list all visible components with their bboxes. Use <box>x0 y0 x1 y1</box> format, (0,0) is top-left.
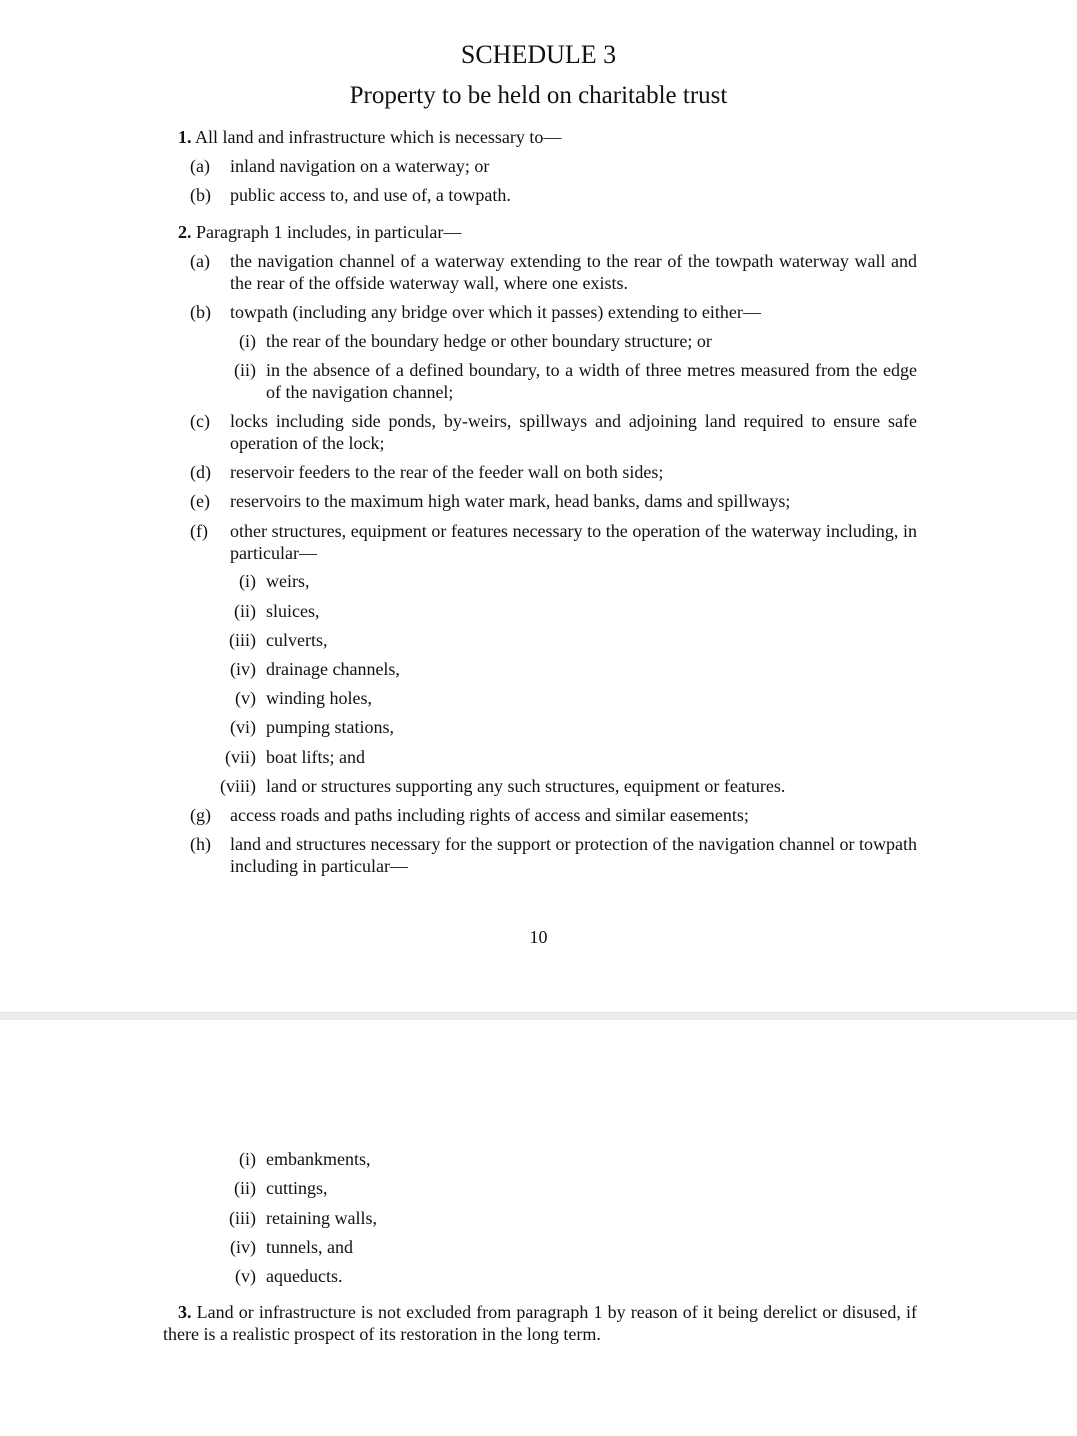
item-label: (d) <box>190 462 211 482</box>
paragraph-3 <box>163 1301 917 1345</box>
item-text: towpath (including any bridge over which it passes) extending to either— <box>230 302 761 322</box>
page-number: 10 <box>529 927 548 947</box>
sub-item-text: winding holes, <box>266 688 372 708</box>
item-text: other structures, equipment or features necessary to the operation of the waterway including, in particular— <box>230 521 917 563</box>
sub-item-label: (i) <box>239 331 256 351</box>
sub-item-text: tunnels, and <box>266 1237 353 1257</box>
sub-item-label: (i) <box>239 1149 256 1169</box>
sub-item-text: land or structures supporting any such structures, equipment or features. <box>266 776 786 796</box>
paragraph-1-text: All land and infrastructure which is necessary to— <box>195 127 562 147</box>
schedule-title: SCHEDULE 3 <box>460 40 617 69</box>
item-text: reservoirs to the maximum high water mark, head banks, dams and spillways; <box>230 491 791 511</box>
sub-item-label: (iii) <box>229 1208 256 1228</box>
item-label: (e) <box>190 491 210 511</box>
sub-item-label: (iv) <box>230 659 256 679</box>
item-text: inland navigation on a waterway; or <box>230 156 490 176</box>
sub-item-text: drainage channels, <box>266 659 400 679</box>
item-text: access roads and paths including rights of access and similar easements; <box>230 805 749 825</box>
sub-item-text: aqueducts. <box>266 1266 343 1286</box>
sub-item-text: in the absence of a defined boundary, to a width of three metres measured from the edge of the navigation channel; <box>266 360 917 402</box>
sub-item-label: (iii) <box>229 630 256 650</box>
item-label: (a) <box>190 156 210 176</box>
item-label: (b) <box>190 302 211 322</box>
sub-item-text: embankments, <box>266 1149 371 1169</box>
schedule-subtitle: Property to be held on charitable trust <box>349 82 728 109</box>
item-label: (c) <box>190 411 210 431</box>
item-text: public access to, and use of, a towpath. <box>230 185 511 205</box>
item-label: (g) <box>190 805 211 825</box>
sub-item-text: sluices, <box>266 601 320 621</box>
paragraph-1 <box>178 126 561 148</box>
item-text: the navigation channel of a waterway extending to the rear of the towpath waterway wall and the rear of the offside waterway wall, where one exists. <box>230 251 917 293</box>
sub-item-label: (v) <box>235 1266 256 1286</box>
item-text: locks including side ponds, by-weirs, spillways and adjoining land required to ensure safe operation of the lock; <box>230 411 917 453</box>
sub-item-label: (ii) <box>234 601 256 621</box>
sub-item-text: culverts, <box>266 630 328 650</box>
paragraph-2-number: 2. <box>178 222 192 242</box>
sub-item-text: weirs, <box>266 571 310 591</box>
sub-item-label: (ii) <box>234 360 256 380</box>
item-text: land and structures necessary for the support or protection of the navigation channel or towpath including in particular— <box>230 834 917 876</box>
sub-item-label: (vii) <box>225 747 256 767</box>
item-text: reservoir feeders to the rear of the feeder wall on both sides; <box>230 462 664 482</box>
sub-item-text: pumping stations, <box>266 717 395 737</box>
paragraph-3-number: 3. <box>178 1302 192 1322</box>
item-label: (a) <box>190 251 210 271</box>
paragraph-3-text: Land or infrastructure is not excluded from paragraph 1 by reason of it being derelict or disused, if there is a realistic prospect of its restoration in the long term. <box>163 1302 917 1344</box>
item-label: (f) <box>190 521 208 541</box>
paragraph-2-text: Paragraph 1 includes, in particular— <box>196 222 462 242</box>
sub-item-text: the rear of the boundary hedge or other boundary structure; or <box>266 331 712 351</box>
sub-item-label: (vi) <box>230 717 256 737</box>
sub-item-label: (viii) <box>220 776 256 796</box>
paragraph-1-number: 1. <box>178 127 192 147</box>
sub-item-label: (v) <box>235 688 256 708</box>
sub-item-text: cuttings, <box>266 1178 328 1198</box>
sub-item-label: (ii) <box>234 1178 256 1198</box>
sub-item-text: retaining walls, <box>266 1208 377 1228</box>
item-label: (h) <box>190 834 211 854</box>
sub-item-label: (i) <box>239 571 256 591</box>
paragraph-2 <box>178 221 461 243</box>
sub-item-label: (iv) <box>230 1237 256 1257</box>
sub-item-text: boat lifts; and <box>266 747 365 767</box>
item-label: (b) <box>190 185 211 205</box>
